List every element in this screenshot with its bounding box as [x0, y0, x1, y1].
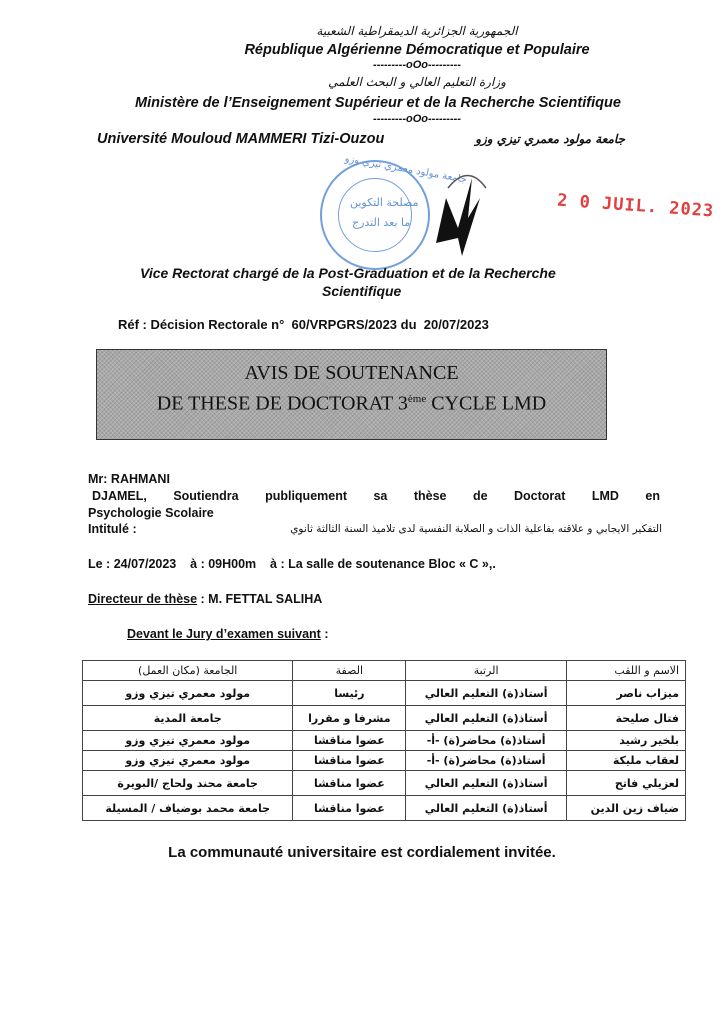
header-name: الاسم و اللقب — [567, 661, 686, 681]
jury-table — [82, 660, 686, 821]
title-line1: AVIS DE SOUTENANCE — [244, 362, 459, 384]
table-row — [83, 751, 686, 771]
table-row — [83, 706, 686, 731]
member-rank: أستاذ(ة) التعليم العالي — [406, 771, 567, 796]
member-name: لعقاب مليكة — [567, 751, 686, 771]
defense-sentence: DJAMEL, Soutiendra publiquement sa thèse de Doctorat LMD en — [92, 489, 660, 503]
table-row — [83, 771, 686, 796]
closing-invitation: La communauté universitaire est cordialement invitée. — [168, 844, 556, 861]
title-box — [96, 349, 607, 440]
title-line2: DE THESE DE DOCTORAT 3ème CYCLE LMD — [156, 392, 547, 415]
member-role: عضوا مناقشا — [293, 796, 406, 821]
republic-arabic: الجمهورية الجزائرية الديمقراطية الشعبية — [316, 24, 518, 38]
member-role: عضوا مناقشا — [293, 731, 406, 751]
table-row — [83, 681, 686, 706]
member-name: ميزاب ناصر — [567, 681, 686, 706]
member-name: بلخير رشيد — [567, 731, 686, 751]
member-university: جامعة المدية — [83, 706, 293, 731]
university-logo — [428, 168, 494, 258]
member-role: رئيسا — [293, 681, 406, 706]
jury-heading: Devant le Jury d’examen suivant : — [127, 627, 329, 641]
defense-schedule: Le : 24/07/2023 à : 09H00m à : La salle de soutenance Bloc « C »,. — [88, 557, 496, 571]
thesis-title: التفكير الايجابي و علاقته بفاعلية الذات و الصلابة النفسية لدى تلاميذ السنة الثالثة ثانوي — [290, 523, 662, 535]
republic-french: République Algérienne Démocratique et Populaire — [244, 42, 590, 58]
vice-rectorat-line1: Vice Rectorat chargé de la Post-Graduation et de la Recherche — [140, 265, 556, 281]
member-university: مولود معمري تيزي وزو — [83, 751, 293, 771]
ministry-arabic: وزارة التعليم العالي و البحث العلمي — [328, 75, 506, 89]
ministry-french: Ministère de l’Enseignement Supérieur et de la Recherche Scientifique — [135, 95, 621, 111]
received-date-stamp: 2 0 JUIL. 2023 — [556, 190, 715, 222]
member-name: لعزيلي فاتح — [567, 771, 686, 796]
member-university: مولود معمري تيزي وزو — [83, 731, 293, 751]
thesis-director: Directeur de thèse : M. FETTAL SALIHA — [88, 592, 323, 606]
member-role: مشرفا و مقررا — [293, 706, 406, 731]
member-rank: أستاذ(ة) محاضر(ة) -أ- — [406, 731, 567, 751]
office-stamp: جامعة مولود معمري تيزي وزو مصلحة التكوين ما بعد التدرج — [320, 160, 430, 270]
thesis-title-label: Intitulé : — [88, 522, 137, 536]
table-header-row — [83, 661, 686, 681]
decision-reference: Réf : Décision Rectorale n° 60/VRPGRS/2023 du 20/07/2023 — [118, 317, 489, 332]
member-role: عضوا مناقشا — [293, 751, 406, 771]
member-rank: أستاذ(ة) محاضر(ة) -أ- — [406, 751, 567, 771]
university-french: Université Mouloud MAMMERI Tizi-Ouzou — [97, 131, 385, 147]
field-of-study: Psychologie Scolaire — [88, 506, 214, 520]
member-name: فتال صليحة — [567, 706, 686, 731]
member-rank: أستاذ(ة) التعليم العالي — [406, 796, 567, 821]
member-name: ضياف زين الدين — [567, 796, 686, 821]
member-rank: أستاذ(ة) التعليم العالي — [406, 681, 567, 706]
university-arabic: جامعة مولود معمري تيزي وزو — [475, 132, 625, 146]
header-role: الصفة — [293, 661, 406, 681]
vice-rectorat-line2: Scientifique — [322, 283, 402, 299]
separator: ---------oOo--------- — [373, 59, 461, 71]
member-role: عضوا مناقشا — [293, 771, 406, 796]
member-rank: أستاذ(ة) التعليم العالي — [406, 706, 567, 731]
separator: ---------oOo--------- — [373, 113, 461, 125]
member-university: جامعة محمد بوضياف / المسيلة — [83, 796, 293, 821]
candidate-name: Mr: RAHMANI — [88, 472, 170, 486]
member-university: مولود معمري تيزي وزو — [83, 681, 293, 706]
header-university: الجامعة (مكان العمل) — [83, 661, 293, 681]
member-university: جامعة محند ولحاج /البويرة — [83, 771, 293, 796]
table-row — [83, 796, 686, 821]
table-row — [83, 731, 686, 751]
header-rank: الرتبة — [406, 661, 567, 681]
